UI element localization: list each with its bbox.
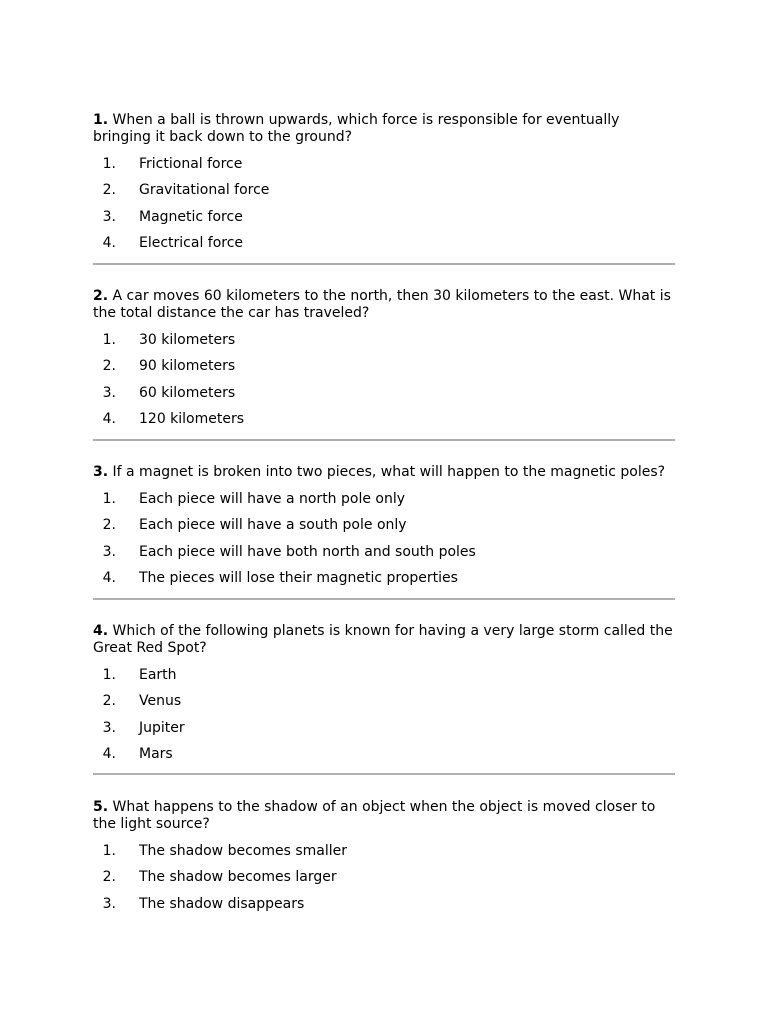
options-list bbox=[93, 843, 675, 913]
option-text: Gravitational force bbox=[139, 182, 270, 199]
option-item bbox=[93, 517, 675, 534]
option-item bbox=[93, 843, 675, 860]
question-text bbox=[93, 799, 675, 833]
option-item bbox=[93, 667, 675, 684]
question-text bbox=[93, 288, 675, 322]
option-text: Each piece will have a north pole only bbox=[139, 491, 406, 507]
question-divider bbox=[93, 439, 675, 441]
option-number: 3. bbox=[102, 543, 116, 560]
option-number: 4. bbox=[102, 234, 116, 251]
option-text: 60 kilometers bbox=[139, 384, 236, 401]
option-number: 3. bbox=[102, 895, 116, 912]
option-number: 4. bbox=[102, 410, 116, 427]
question-number: 1. bbox=[93, 112, 109, 128]
option-item bbox=[93, 720, 675, 737]
option-item bbox=[93, 385, 675, 402]
option-text: Earth bbox=[139, 667, 177, 683]
question-prompt: A car moves 60 kilometers to the north, then 30 kilometers to the east. What is the total distance the car has traveled? bbox=[93, 288, 671, 321]
options-list bbox=[93, 156, 675, 252]
option-number: 1. bbox=[102, 667, 116, 683]
option-item bbox=[93, 182, 675, 199]
option-text: Frictional force bbox=[139, 156, 243, 172]
option-item bbox=[93, 746, 675, 763]
option-number: 1. bbox=[102, 843, 116, 859]
option-number: 1. bbox=[102, 156, 116, 172]
question-number: 5. bbox=[93, 799, 109, 815]
question-prompt: Which of the following planets is known for having a very large storm called the Great Red Spot? bbox=[93, 623, 673, 656]
option-number: 4. bbox=[102, 745, 116, 762]
option-text: The pieces will lose their magnetic properties bbox=[139, 569, 458, 586]
option-text: 90 kilometers bbox=[139, 358, 236, 375]
question-prompt: When a ball is thrown upwards, which force is responsible for eventually bringing it back down to the ground? bbox=[93, 112, 620, 145]
option-number: 2. bbox=[102, 358, 116, 375]
question-number: 4. bbox=[93, 623, 109, 639]
question-5 bbox=[93, 799, 675, 922]
option-item bbox=[93, 358, 675, 375]
options-list bbox=[93, 491, 675, 587]
option-number: 3. bbox=[102, 719, 116, 736]
option-number: 1. bbox=[102, 491, 116, 507]
question-text bbox=[93, 112, 675, 146]
option-text: 120 kilometers bbox=[139, 410, 245, 427]
question-1 bbox=[93, 112, 675, 261]
question-divider bbox=[93, 263, 675, 265]
question-number: 3. bbox=[93, 464, 109, 480]
options-list bbox=[93, 667, 675, 763]
options-list bbox=[93, 332, 675, 428]
question-3 bbox=[93, 464, 675, 596]
option-item bbox=[93, 209, 675, 226]
option-number: 1. bbox=[102, 332, 116, 348]
option-text: Jupiter bbox=[139, 719, 185, 736]
option-text: Magnetic force bbox=[139, 208, 243, 225]
option-number: 3. bbox=[102, 208, 116, 225]
question-prompt: What happens to the shadow of an object when the object is moved closer to the light source? bbox=[93, 799, 656, 832]
question-number: 2. bbox=[93, 288, 109, 304]
question-divider bbox=[93, 598, 675, 600]
option-text: Venus bbox=[139, 693, 182, 710]
option-text: 30 kilometers bbox=[139, 332, 236, 348]
question-4 bbox=[93, 623, 675, 772]
option-item bbox=[93, 693, 675, 710]
option-text: The shadow becomes smaller bbox=[139, 843, 348, 859]
option-number: 2. bbox=[102, 517, 116, 534]
option-item bbox=[93, 332, 675, 349]
option-text: The shadow becomes larger bbox=[139, 869, 337, 886]
question-prompt: If a magnet is broken into two pieces, what will happen to the magnetic poles? bbox=[108, 464, 666, 480]
option-item bbox=[93, 570, 675, 587]
option-text: Mars bbox=[139, 745, 173, 762]
option-number: 2. bbox=[102, 693, 116, 710]
option-number: 4. bbox=[102, 569, 116, 586]
question-divider bbox=[93, 773, 675, 775]
question-text bbox=[93, 464, 675, 481]
option-item bbox=[93, 491, 675, 508]
question-2 bbox=[93, 288, 675, 437]
option-item bbox=[93, 896, 675, 913]
option-text: The shadow disappears bbox=[139, 895, 305, 912]
option-text: Each piece will have a south pole only bbox=[139, 517, 407, 534]
question-text bbox=[93, 623, 675, 657]
option-number: 3. bbox=[102, 384, 116, 401]
option-number: 2. bbox=[102, 182, 116, 199]
option-item bbox=[93, 156, 675, 173]
option-item bbox=[93, 235, 675, 252]
option-item bbox=[93, 411, 675, 428]
option-text: Electrical force bbox=[139, 234, 244, 251]
option-item bbox=[93, 869, 675, 886]
option-text: Each piece will have both north and south poles bbox=[139, 543, 476, 560]
option-number: 2. bbox=[102, 869, 116, 886]
option-item bbox=[93, 544, 675, 561]
